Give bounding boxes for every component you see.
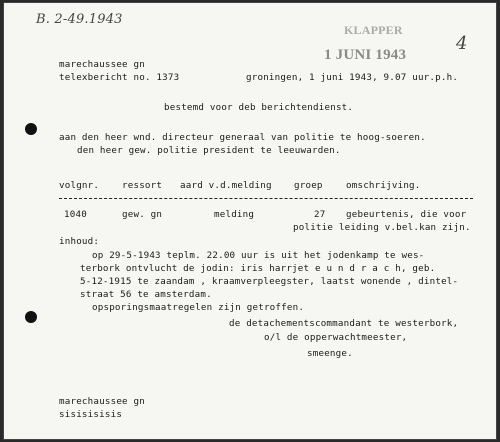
signature-line-2: o/l de opperwachtmeester, [264,332,408,343]
stamp-date: 1 JUNI 1943 [324,47,407,63]
place-and-date: groningen, 1 juni 1943, 9.07 uur.p.h. [246,72,459,83]
row-groep: 27 [314,209,326,220]
table-header-ressort: ressort [122,180,163,191]
telex-number: telexbericht no. 1373 [59,72,180,83]
sender-line: marechaussee gn [59,59,145,70]
addressee-line-2: den heer gew. politie president te leeuwarden. [77,145,341,156]
body-line-1: op 29-5-1943 teplm. 22.00 uur is uit het jodenkamp te wes- [92,250,425,261]
row-volgnr: 1040 [64,209,87,220]
row-omschrijving-continued: politie leiding v.bel.kan zijn. [293,222,471,233]
row-omschrijving: gebeurtenis, die voor [346,209,467,220]
inhoud-label: inhoud: [59,236,100,247]
body-line-3: 5-12-1915 te zaandam , kraamverpleegster, laatst wonende , dintel- [80,276,459,287]
telex-document [3,2,497,440]
separator-rule [59,198,473,199]
stamp-name: KLAPPER [344,23,403,37]
punch-hole-top [25,123,37,135]
signature-line-1: de detachementscommandant te westerbork, [229,318,459,329]
footer-code: sisisisisis [59,409,123,420]
handwritten-reference: B. 2-49.1943 [36,12,123,27]
table-header-aard: aard v.d.melding [180,180,272,191]
body-line-5: opsporingsmaatregelen zijn getroffen. [92,302,305,313]
table-header-volgnr: volgnr. [59,180,100,191]
punch-hole-bottom [25,311,37,323]
footer-sender: marechaussee gn [59,396,145,407]
row-aard: melding [214,209,255,220]
row-ressort: gew. gn [122,209,163,220]
table-header-omschrijving: omschrijving. [346,180,421,191]
handwritten-corner-mark: 4 [456,33,468,54]
addressee-line-1: aan den heer wnd. directeur generaal van politie te hoog-soeren. [59,132,426,143]
body-line-2: terbork ontvlucht de jodin: iris harrjet e u n d r a c h, geb. [80,263,436,274]
table-header-groep: groep [294,180,323,191]
destination-line: bestemd voor deb berichtendienst. [164,102,354,113]
body-line-4: straat 56 te amsterdam. [80,289,212,300]
signature-name: smeenge. [307,348,353,359]
